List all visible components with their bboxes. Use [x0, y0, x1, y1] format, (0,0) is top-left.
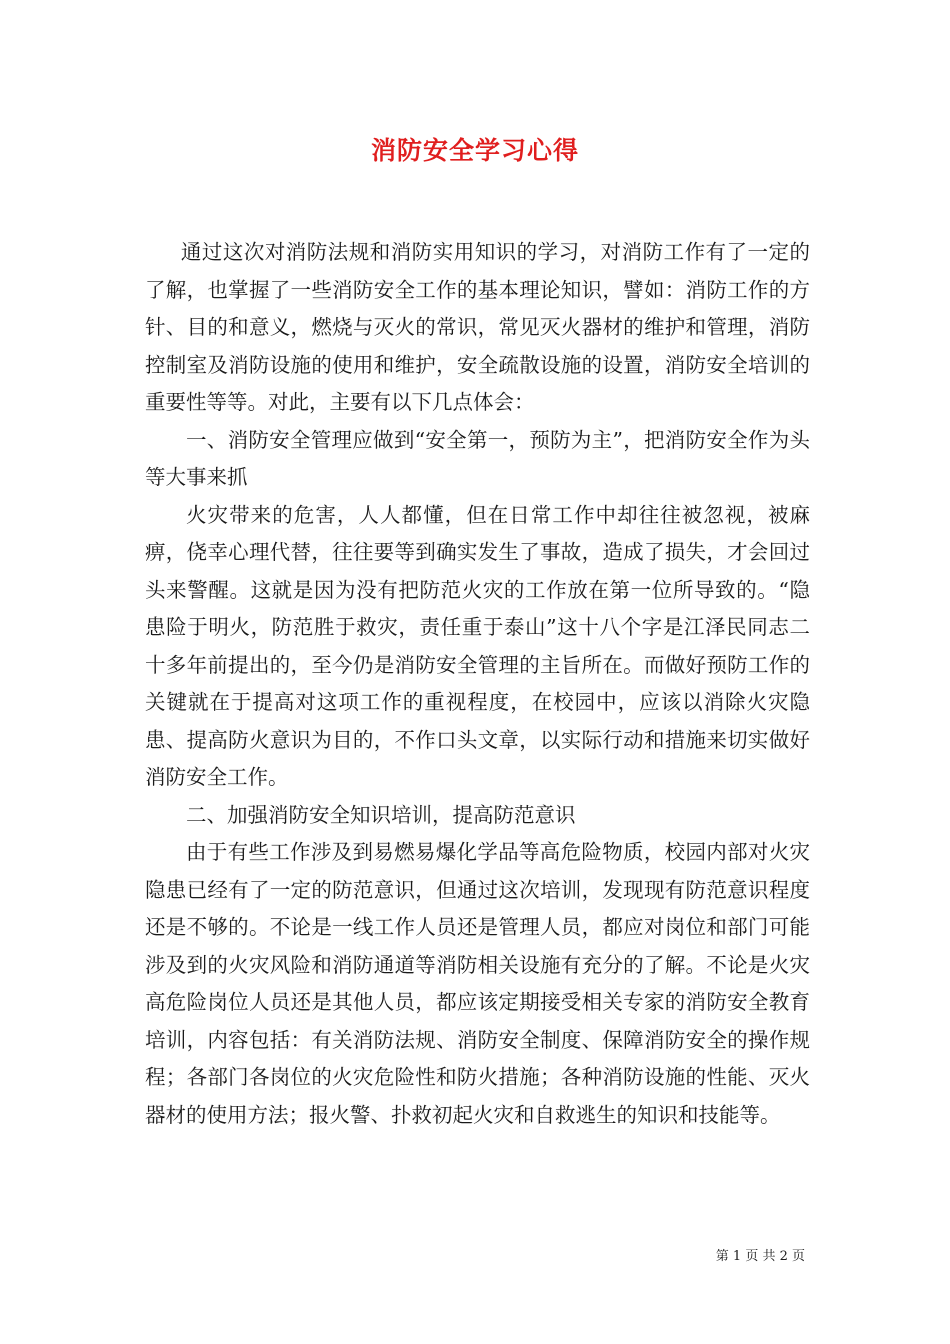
paragraph-section-2: 由于有些工作涉及到易燃易爆化学品等高危险物质，校园内部对火灾隐患已经有了一定的防范意识，但通过这次培训，发现现有防范意识程度还是不够的。不论是一线工作人员还是管理人员，都应对岗位和部门可能涉及到的火灾风险和消防通道等消防相关设施有充分的了解。不论是火灾高危险岗位人员还是其他人员，都应该定期接受相关专家的消防安全教育培训，内容包括：有关消防法规、消防安全制度、保障消防安全的操作规程；各部门各岗位的火灾危险性和防火措施；各种消防设施的性能、灭火器材的使用方法；报火警、扑救初起火灾和自救逃生的知识和技能等。	[145, 840, 810, 1127]
document-title: 消防安全学习心得	[370, 136, 579, 165]
document-body	[145, 234, 810, 1134]
page-number-footer: 第 1 页 共 2 页	[715, 1249, 805, 1264]
heading-section-2: 二、加强消防安全知识培训，提高防范意识	[186, 802, 576, 827]
paragraph-intro: 通过这次对消防法规和消防实用知识的学习，对消防工作有了一定的了解，也掌握了一些消防安全工作的基本理论知识，譬如：消防工作的方针、目的和意义，燃烧与灭火的常识，常见灭火器材的维护和管理，消防控制室及消防设施的使用和维护，安全疏散设施的设置，消防安全培训的重要性等等。对此，主要有以下几点体会：	[145, 240, 810, 414]
paragraph-section-1: 火灾带来的危害，人人都懂，但在日常工作中却往往被忽视，被麻痹，侥幸心理代替，往往要等到确实发生了事故，造成了损失，才会回过头来警醒。这就是因为没有把防范火灾的工作放在第一位所导致的。“隐患险于明火，防范胜于救灾，责任重于泰山”这十八个字是江泽民同志二十多年前提出的，至今仍是消防安全管理的主旨所在。而做好预防工作的关键就在于提高对这项工作的重视程度，在校园中，应该以消除火灾隐患、提高防火意识为目的，不作口头文章，以实际行动和措施来切实做好消防安全工作。	[145, 502, 810, 789]
heading-section-1: 一、消防安全管理应做到“安全第一，预防为主”，把消防安全作为头等大事来抓	[145, 427, 810, 489]
